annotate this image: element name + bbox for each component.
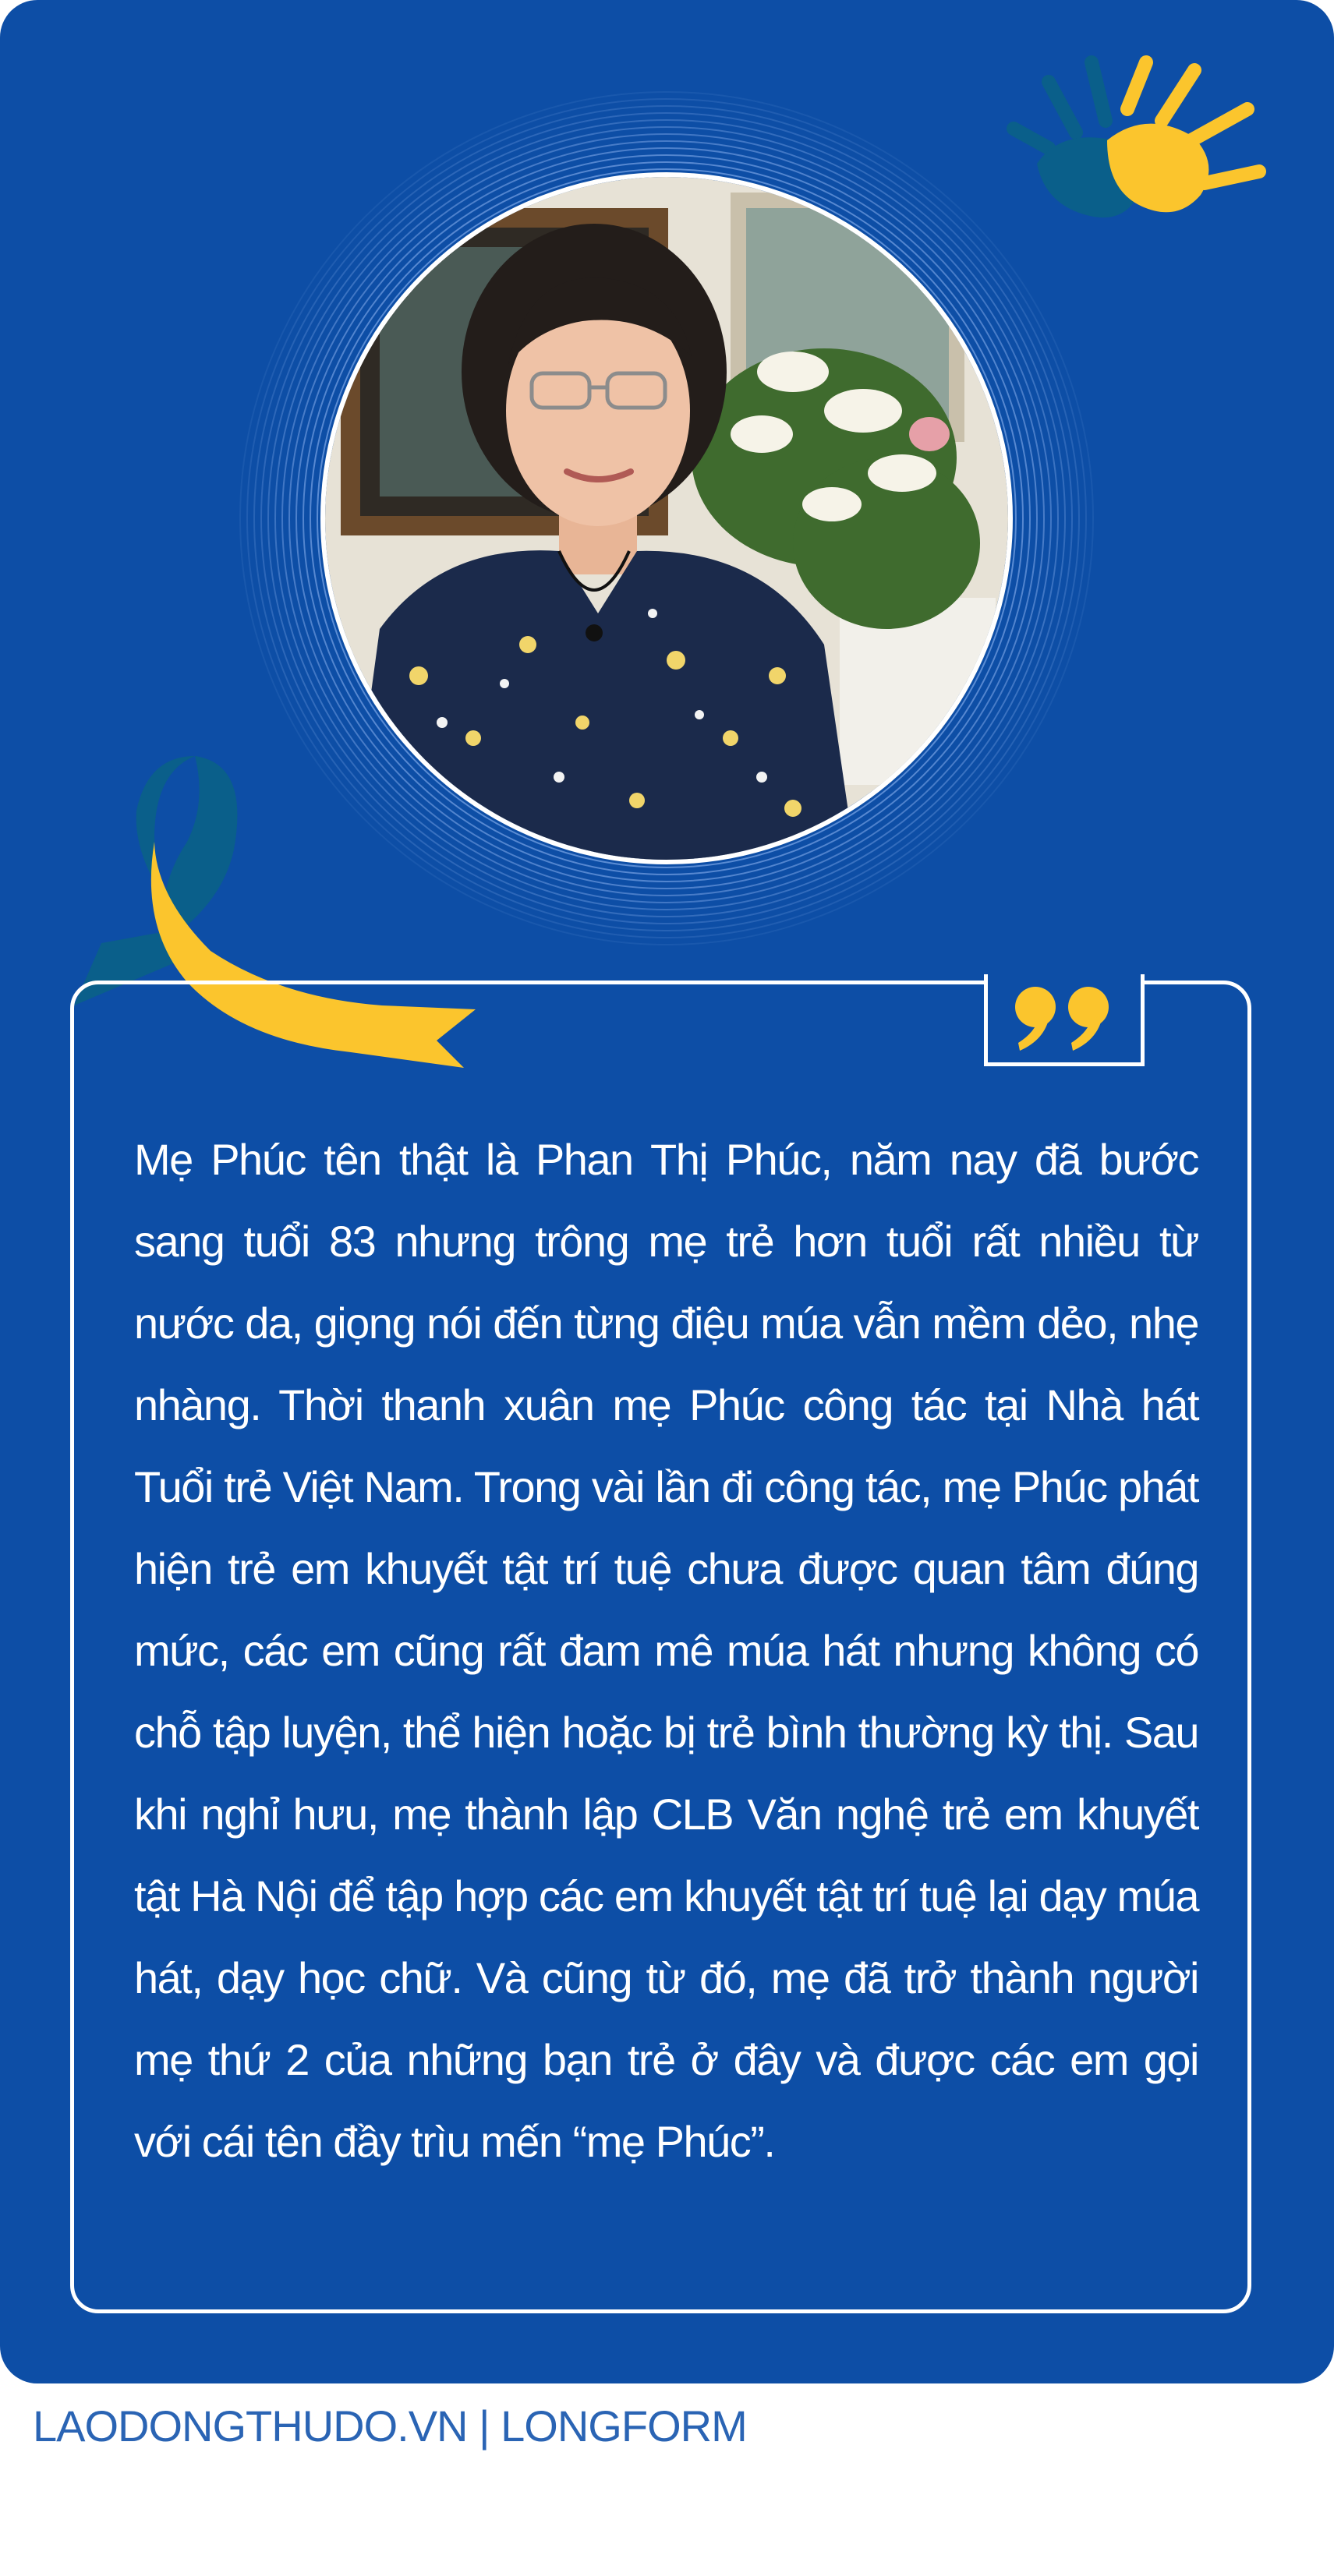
article-body: Mẹ Phúc tên thật là Phan Thị Phúc, năm nay đã bước sang tuổi 83 nhưng trông mẹ trẻ hơn tuổi rất nhiều từ nước da, giọng nói đến từng điệu múa vẫn mềm dẻo, nhẹ nhàng. Thời thanh xuân mẹ Phúc công tác tại Nhà hát Tuổi trẻ Việt Nam. Trong vài lần đi công tác, mẹ Phúc phát hiện trẻ em khuyết tật trí tuệ chưa được quan tâm đúng mức, các em cũng rất đam mê múa hát nhưng không có chỗ tập luyện, thể hiện hoặc bị trẻ bình thường kỳ thị. Sau khi nghỉ hưu, mẹ thành lập CLB Văn nghệ trẻ em khuyết tật Hà Nội để tập hợp các em khuyết tật trí tuệ lại dạy múa hát, dạy học chữ. Và cũng từ đó, mẹ đã trở thành người mẹ thứ 2 của những bạn trẻ ở đây và được các em gọi với cái tên đầy trìu mến “mẹ Phúc”. bbox=[134, 1135, 1198, 2166]
footer-source: LAODONGTHUDO.VN | LONGFORM bbox=[33, 2401, 747, 2451]
quote-mark-icon bbox=[1012, 984, 1116, 1054]
painted-hand-icon bbox=[990, 47, 1286, 242]
